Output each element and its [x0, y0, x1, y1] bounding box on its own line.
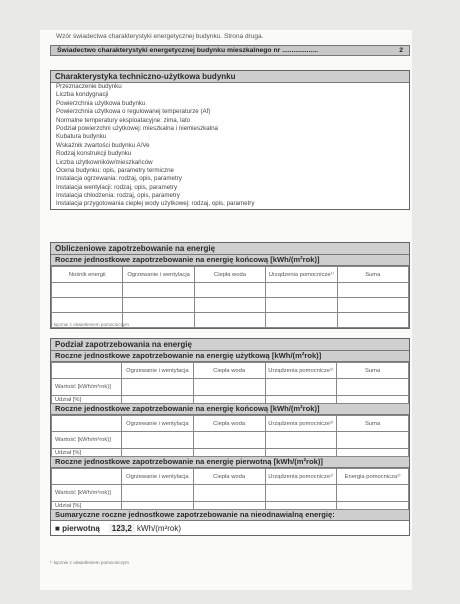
list-item: Wskaźnik zwartości budynku A/Ve	[56, 141, 150, 149]
footnote: ¹⁾ łącznie z oświetleniem pomocniczym	[50, 322, 129, 327]
useful-energy-subtitle: Roczne jednostkowe zapotrzebowanie na energię użytkową [kWh/(m²rok)]	[51, 351, 409, 362]
column-header: Urządzenia pomocnicze¹⁾	[265, 363, 337, 379]
table-row	[52, 396, 409, 404]
column-header: Ogrzewanie i wentylacja	[122, 363, 194, 379]
row-label: Udział [%]	[52, 502, 122, 510]
certificate-title: Świadectwo charakterystyki energetycznej budynku mieszkalnego nr ...................	[57, 47, 319, 54]
column-header: Suma	[337, 363, 409, 379]
list-item: Kubatura budynku	[56, 133, 107, 141]
list-item: Przeznaczenie budynku	[56, 83, 122, 90]
list-item: Powierzchnia użytkowa o regulowanej temperaturze (Af)	[56, 108, 211, 116]
page-header-note: Wzór świadectwa charakterystyki energetycznej budynku. Strona druga.	[56, 33, 264, 40]
table-header-row	[52, 469, 409, 485]
row-label: Udział [%]	[52, 396, 122, 404]
row-label: Wartość [kWh/m²rok)]	[52, 432, 122, 449]
row-label: Udział [%]	[52, 449, 122, 457]
characteristics-section	[50, 70, 410, 210]
primary-energy-table	[51, 468, 409, 510]
final-energy-split-table	[51, 415, 409, 457]
table-row	[52, 502, 409, 510]
certificate-title-bar	[50, 45, 410, 56]
table-row	[52, 449, 409, 457]
column-header: Energia pomocnicza¹⁾	[337, 469, 409, 485]
column-header: Ciepła woda	[194, 267, 265, 283]
table-row	[52, 283, 409, 298]
final-energy-subtitle: Roczne jednostkowe zapotrzebowanie na energię końcową [kWh/(m²rok)]	[51, 255, 409, 266]
summary-value: 123,2	[109, 524, 135, 533]
primary-energy-subtitle: Roczne jednostkowe zapotrzebowanie na energię pierwotną [kWh/(m²rok)]	[51, 457, 409, 468]
list-item: Liczba użytkowników/mieszkańców	[56, 158, 153, 166]
column-header: Ogrzewanie i wentylacja	[122, 469, 194, 485]
summary-line	[51, 521, 409, 535]
calculated-demand-section	[50, 242, 410, 329]
calculated-demand-title: Obliczeniowe zapotrzebowanie na energię	[51, 243, 409, 255]
column-header: Urządzenia pomocnicze¹⁾	[265, 469, 337, 485]
column-header: Suma	[337, 416, 409, 432]
demand-split-section	[50, 338, 410, 536]
column-header: Ciepła woda	[193, 416, 265, 432]
table-row	[52, 298, 409, 313]
table-row	[52, 379, 409, 396]
table-row	[52, 432, 409, 449]
list-item: Liczba kondygnacji	[56, 91, 109, 99]
characteristics-list	[51, 83, 409, 209]
list-item: Instalacja chłodzenia: rodzaj, opis, parametry	[56, 192, 180, 200]
page-number: 2	[399, 47, 403, 54]
column-header: Ciepła woda	[193, 469, 265, 485]
list-item: Instalacja wentylacji: rodzaj, opis, parametry	[56, 183, 178, 191]
column-header: Urządzenia pomocnicze¹⁾	[265, 416, 337, 432]
column-header: Nośnik energii	[52, 267, 123, 283]
list-item: Instalacja przygotowania ciepłej wody użytkowej: rodzaj, opis, parametry	[56, 200, 255, 208]
footnote: ¹⁾ łącznie z oświetleniem pomocniczym	[50, 560, 129, 565]
list-item: Rodzaj konstrukcji budynku	[56, 150, 132, 158]
final-energy-split-subtitle: Roczne jednostkowe zapotrzebowanie na energię końcową [kWh/(m²rok)]	[51, 404, 409, 415]
summary-unit: kWh/(m²rok)	[137, 524, 182, 533]
list-item: Powierzchnia użytkowa budynku	[56, 99, 146, 107]
row-label: Wartość [kWh/m²rok)]	[52, 379, 122, 396]
summary-title: Sumaryczne roczne jednostkowe zapotrzebowanie na nieodnawialną energię:	[51, 510, 409, 521]
table-row	[52, 485, 409, 502]
column-header: Ogrzewanie i wentylacja	[122, 416, 194, 432]
column-header: Ogrzewanie i wentylacja	[123, 267, 194, 283]
column-header: Ciepła woda	[193, 363, 265, 379]
row-label: Wartość [kWh/m²rok)]	[52, 485, 122, 502]
list-item: Ocena budynku: opis, parametry termiczne	[56, 166, 174, 174]
demand-split-title: Podział zapotrzebowania na energię	[51, 339, 409, 351]
table-header-row	[52, 363, 409, 379]
list-item: Instalacja ogrzewania: rodzaj, opis, parametry	[56, 175, 182, 183]
useful-energy-table	[51, 362, 409, 404]
table-header-row	[52, 416, 409, 432]
table-header-row	[52, 267, 409, 283]
list-item: Podział powierzchni użytkowej: mieszkalna i niemieszkalna	[56, 124, 218, 132]
list-item: Normalne temperatury eksploatacyjne: zima, lato	[56, 116, 191, 124]
summary-label: pierwotną	[62, 524, 100, 533]
characteristics-title: Charakterystyka techniczno-użytkowa budynku	[51, 71, 409, 83]
bullet-icon: ■	[55, 524, 60, 533]
column-header: Urządzenia pomocnicze¹⁾	[266, 267, 337, 283]
column-header: Suma	[337, 267, 408, 283]
final-energy-table	[51, 266, 409, 328]
